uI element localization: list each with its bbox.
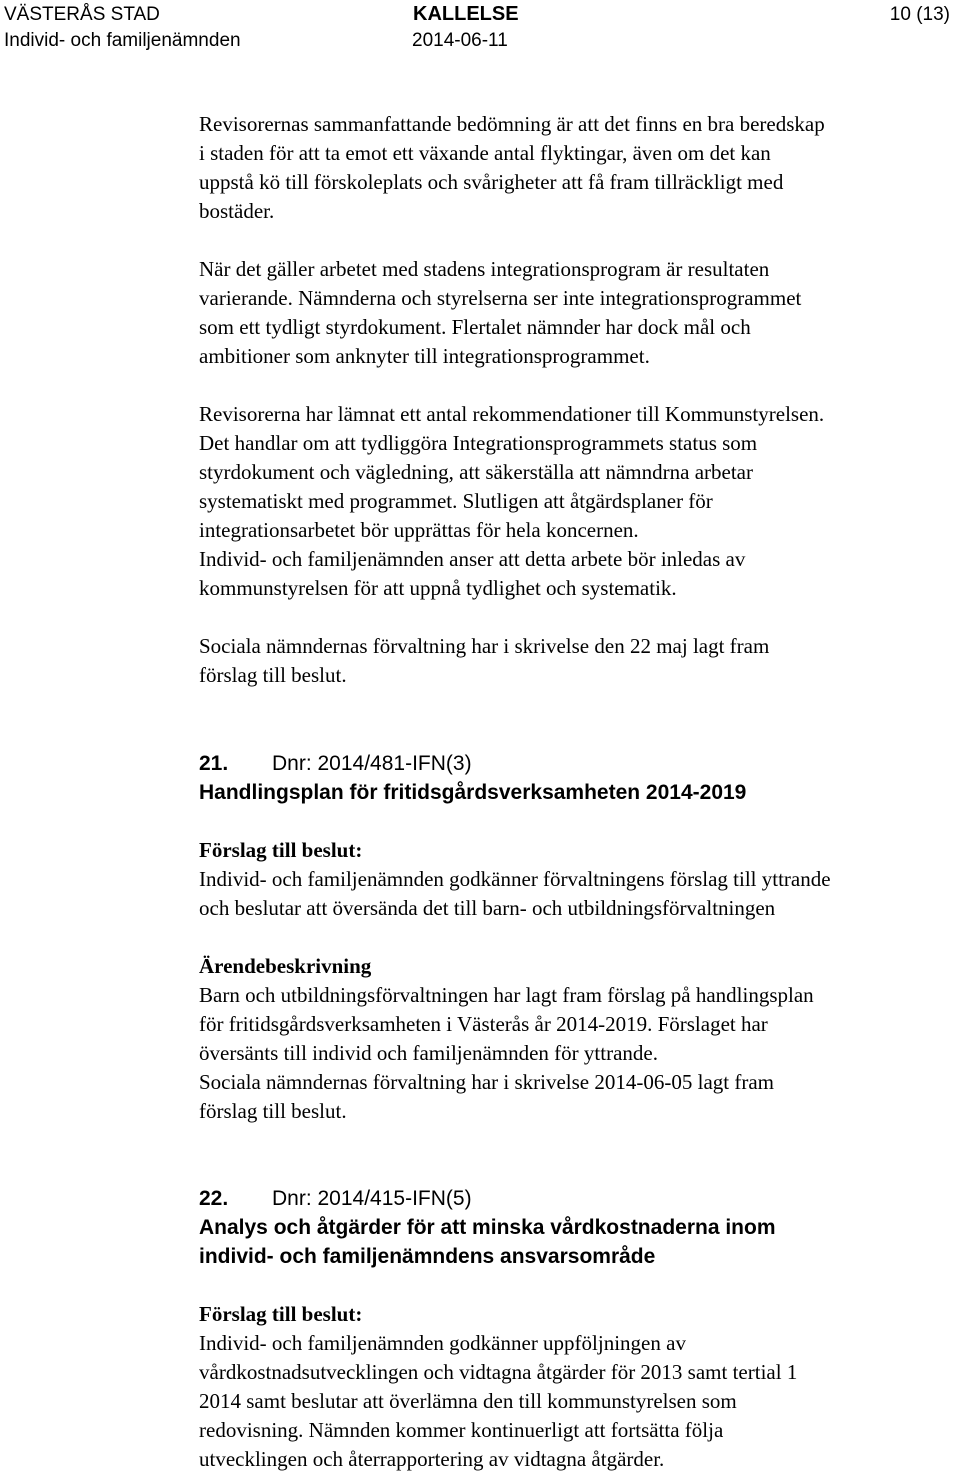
proposal-text — [199, 865, 959, 923]
text-line: Analys och åtgärder för att minska vårdkostnaderna inom — [199, 1216, 776, 1239]
intro-paragraph — [199, 400, 959, 603]
intro-paragraph — [199, 632, 959, 690]
text-line: 2014 samt beslutar att överlämna den till kommunstyrelsen som — [199, 1389, 737, 1413]
text-line: varierande. Nämnderna och styrelserna ser inte integrationsprogrammet — [199, 286, 802, 310]
organization-name: VÄSTERÅS STAD — [4, 4, 160, 25]
description-text — [199, 981, 959, 1126]
agenda-item-dnr: Dnr: 2014/481-IFN(3) — [272, 752, 472, 775]
text-line: Revisorernas sammanfattande bedömning är att det finns en bra beredskap — [199, 112, 825, 136]
text-line: som ett tydligt styrdokument. Flertalet nämnder har dock mål och — [199, 315, 751, 339]
text-line: Sociala nämndernas förvaltning har i skrivelse 2014-06-05 lagt fram — [199, 1070, 774, 1094]
text-line: Det handlar om att tydliggöra Integrationsprogrammets status som — [199, 431, 758, 455]
board-name: Individ- och familjenämnden — [4, 30, 241, 51]
intro-paragraph — [199, 255, 959, 371]
agenda-item-number: 22. — [199, 1187, 229, 1210]
text-line: styrdokument och vägledning, att säkerställa att nämndrna arbetar — [199, 460, 753, 484]
text-line: När det gäller arbetet med stadens integrationsprogram är resultaten — [199, 257, 770, 281]
proposal-text — [199, 1329, 959, 1474]
agenda-item-21 — [199, 749, 959, 1126]
agenda-item-number: 21. — [199, 752, 229, 775]
text-line: utvecklingen och återrapportering av vidtagna åtgärder. — [199, 1447, 665, 1471]
agenda-item-title — [199, 1213, 959, 1271]
text-line: Individ- och familjenämnden anser att detta arbete bör inledas av — [199, 547, 746, 571]
text-line: förslag till beslut. — [199, 663, 347, 687]
text-line: bostäder. — [199, 199, 275, 223]
text-line: för fritidsgårdsverksamheten i Västerås år 2014-2019. Förslaget har — [199, 1012, 768, 1036]
proposal-label: Förslag till beslut: — [199, 838, 363, 862]
text-line: redovisning. Nämnden kommer kontinuerligt att fortsätta följa — [199, 1418, 724, 1442]
text-line: uppstå kö till förskoleplats och svårigheter att få fram tillräckligt med — [199, 170, 784, 194]
text-line: i staden för att ta emot ett växande antal flyktingar, även om det kan — [199, 141, 771, 165]
text-line: förslag till beslut. — [199, 1099, 347, 1123]
document-type: KALLELSE — [413, 3, 519, 25]
text-line: integrationsarbetet bör upprättas för hela koncernen. — [199, 518, 639, 542]
text-line: Individ- och familjenämnden godkänner förvaltningens förslag till yttrande — [199, 867, 831, 891]
intro-paragraph — [199, 110, 959, 226]
text-line: ambitioner som anknyter till integrationsprogrammet. — [199, 344, 650, 368]
text-line: Barn och utbildningsförvaltningen har lagt fram förslag på handlingsplan — [199, 983, 814, 1007]
agenda-item-heading — [199, 1184, 959, 1213]
page-number: 10 (13) — [889, 4, 950, 25]
text-line: Individ- och familjenämnden godkänner uppföljningen av — [199, 1331, 686, 1355]
document-date: 2014-06-11 — [412, 30, 508, 51]
text-line: individ- och familjenämndens ansvarsområde — [199, 1245, 656, 1268]
agenda-item-22 — [199, 1184, 959, 1474]
agenda-item-heading — [199, 749, 959, 778]
text-line: Sociala nämndernas förvaltning har i skrivelse den 22 maj lagt fram — [199, 634, 770, 658]
text-line: Revisorerna har lämnat ett antal rekommendationer till Kommunstyrelsen. — [199, 402, 825, 426]
description-label: Ärendebeskrivning — [199, 954, 372, 978]
text-line: och beslutar att översända det till barn- och utbildningsförvaltningen — [199, 896, 776, 920]
text-line: Handlingsplan för fritidsgårdsverksamheten 2014-2019 — [199, 781, 747, 804]
text-line: systematiskt med programmet. Slutligen att åtgärdsplaner för — [199, 489, 713, 513]
text-line: vårdkostnadsutvecklingen och vidtagna åtgärder för 2013 samt tertial 1 — [199, 1360, 798, 1384]
document-body — [199, 110, 959, 1474]
agenda-item-dnr: Dnr: 2014/415-IFN(5) — [272, 1187, 472, 1210]
proposal-label: Förslag till beslut: — [199, 1302, 363, 1326]
text-line: kommunstyrelsen för att uppnå tydlighet och systematik. — [199, 576, 677, 600]
text-line: översänts till individ och familjenämnden för yttrande. — [199, 1041, 658, 1065]
agenda-item-title — [199, 778, 959, 807]
